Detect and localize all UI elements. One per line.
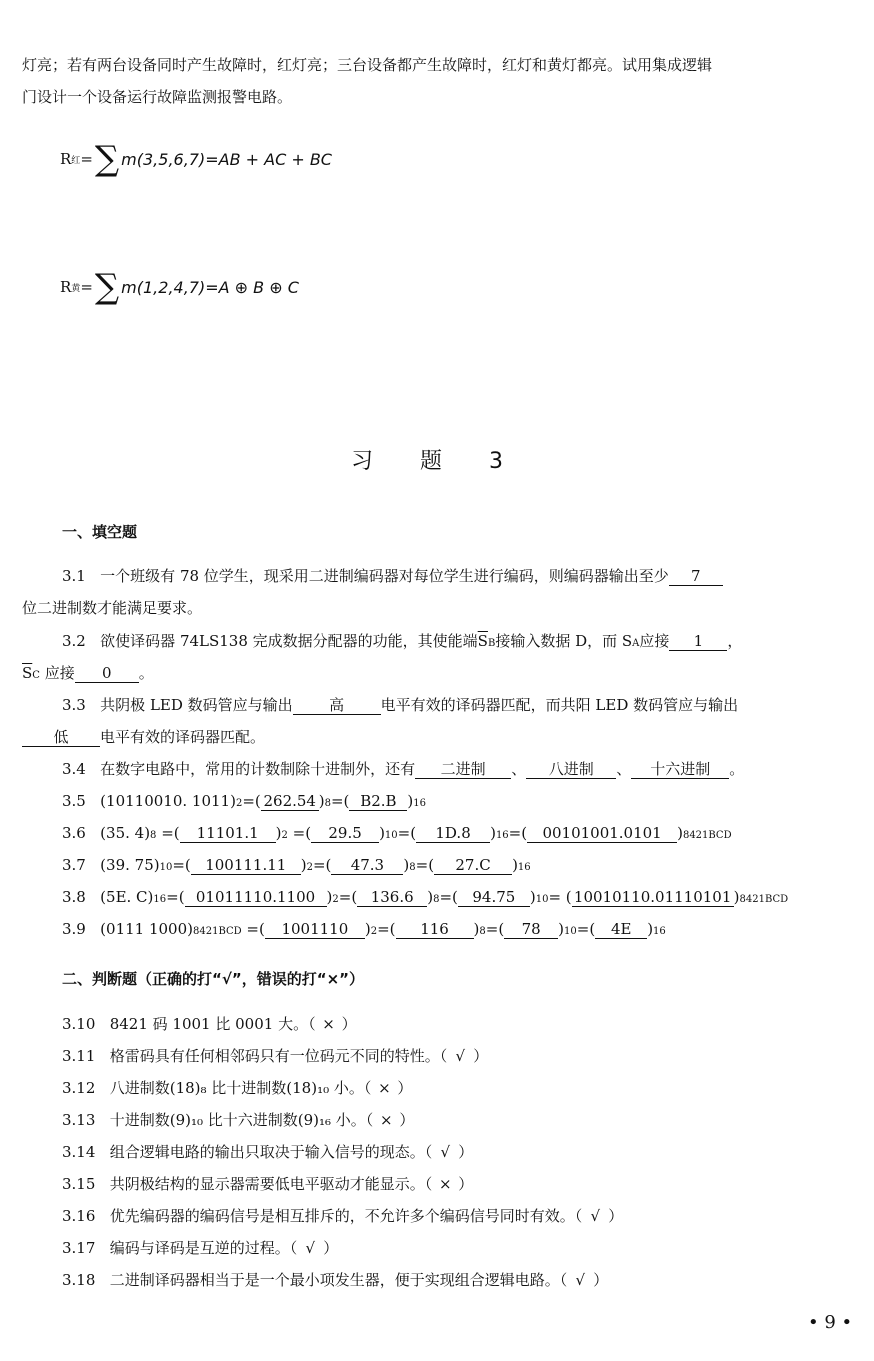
question-text: 电平有效的译码器匹配。 [100, 728, 266, 746]
judge-item [62, 1045, 488, 1067]
question-text: =( [338, 888, 358, 906]
formula-lhs: R [60, 150, 72, 168]
judge-item [62, 1173, 473, 1195]
question-text: 十进制数(9)₁₀ 比十六进制数(9)₁₆ 小。（ [109, 1111, 374, 1129]
question-text: ) [677, 824, 683, 842]
judge-item [62, 1013, 357, 1035]
question-text: 格雷码具有任何相邻码只有一位码元不同的特性。（ [109, 1047, 448, 1065]
base-sub: 8 [433, 894, 440, 905]
formula-eq: = [80, 278, 93, 296]
question-text: =( [242, 792, 261, 810]
section-title-fill-in: 一、填空题 [62, 523, 138, 541]
answer-blank: 78 [504, 920, 558, 939]
question-text: ) [379, 824, 385, 842]
question-text: 。 [729, 760, 745, 778]
base-sub: 16 [413, 798, 426, 809]
question-number: 3.18 [62, 1271, 96, 1289]
base-sub: 16 [153, 894, 167, 905]
answer-blank: 10010110.01110101 [572, 888, 734, 907]
question-number: 3.3 [62, 696, 86, 714]
sb-sub: B [487, 638, 496, 649]
question-text: ) [403, 856, 410, 874]
judge-item [62, 1269, 608, 1291]
question-3-5 [62, 790, 426, 815]
judge-mark: × [380, 1111, 393, 1129]
question-number: 3.17 [62, 1239, 96, 1257]
section-title-true-false: 二、判断题（正确的打“√”，错误的打“×”） [62, 970, 365, 988]
sigma-symbol: ∑ [94, 267, 120, 307]
question-number: 3.13 [62, 1111, 96, 1129]
base-sub: 16 [517, 862, 531, 873]
question-number: 3.6 [62, 824, 86, 842]
question-number: 3.15 [62, 1175, 96, 1193]
judge-mark: √ [305, 1239, 316, 1257]
judge-mark: √ [575, 1271, 586, 1289]
base-sub: 10 [564, 926, 577, 937]
question-text: ) [733, 888, 740, 906]
question-text: 8421 码 1001 比 0001 大。（ [109, 1015, 316, 1033]
answer-blank: 0 [75, 664, 139, 683]
question-3-2-cont [22, 662, 154, 687]
question-number: 3.9 [62, 920, 86, 938]
question-text: ) [275, 824, 282, 842]
question-text: ） [593, 1271, 609, 1289]
question-text: =( [439, 888, 458, 906]
question-text: ） [397, 1079, 413, 1097]
question-text: = ( [548, 888, 572, 906]
formula-sub: 红 [71, 155, 81, 166]
question-text: 八进制数(18)₈ 比十进制数(18)₁₀ 小。（ [109, 1079, 372, 1097]
question-text: ) [407, 792, 414, 810]
question-text: 。 [138, 664, 154, 682]
question-3-6 [62, 822, 732, 847]
answer-blank: 1001110 [265, 920, 365, 939]
question-text: =( [377, 920, 396, 938]
answer-blank: 十六进制 [631, 760, 729, 779]
base-sub: 16 [653, 926, 666, 937]
question-text: ） [473, 1047, 489, 1065]
answer-blank: 100111.11 [191, 856, 301, 875]
question-text: ) [326, 888, 333, 906]
answer-blank: 高 [293, 696, 381, 715]
question-text: 应接 [44, 664, 75, 682]
question-text: ） [399, 1111, 415, 1129]
answer-blank: 7 [669, 567, 723, 586]
answer-blank: 01011110.1100 [185, 888, 327, 907]
question-text: (0111 1000) [100, 920, 193, 938]
question-text: 应接 [639, 632, 670, 650]
separator: 、 [511, 760, 527, 778]
separator: 、 [616, 760, 632, 778]
question-text: (35. 4) [100, 824, 151, 842]
question-number: 3.14 [62, 1143, 96, 1161]
judge-item [62, 1141, 473, 1163]
formula-rhs: m(3,5,6,7)=AB + AC + BC [121, 149, 332, 169]
question-text: =( [508, 824, 528, 842]
question-text: ) [473, 920, 480, 938]
question-number: 3.5 [62, 792, 86, 810]
answer-blank: 二进制 [415, 760, 511, 779]
judge-item [62, 1109, 414, 1131]
answer-blank: 262.54 [261, 792, 319, 811]
sb-symbol: $\overline{S}$ [477, 632, 488, 650]
question-3-3 [62, 694, 738, 716]
answer-blank: 1 [669, 632, 727, 651]
question-number: 3.12 [62, 1079, 96, 1097]
answer-blank: 29.5 [311, 824, 379, 843]
answer-blank: 94.75 [458, 888, 530, 907]
judge-mark: √ [455, 1047, 466, 1065]
base-sub: 2 [306, 862, 313, 873]
base-sub: 2 [281, 830, 288, 841]
question-number: 3.10 [62, 1015, 96, 1033]
answer-blank: 4E [595, 920, 647, 939]
question-text: 优先编码器的编码信号是相互排斥的，不允许多个编码信号同时有效。（ [109, 1207, 583, 1225]
question-3-4 [62, 758, 744, 780]
question-text: =( [156, 824, 180, 842]
question-3-7 [62, 854, 531, 879]
formula-yellow [60, 267, 299, 307]
question-number: 3.16 [62, 1207, 96, 1225]
question-text: 一个班级有 78 位学生，现采用二进制编码器对每位学生进行编码，则编码器输出至少 [100, 567, 669, 585]
answer-blank: 47.3 [331, 856, 403, 875]
question-text: 共阴极 LED 数码管应与输出 [100, 696, 293, 714]
question-text: =( [576, 920, 596, 938]
question-text: 编码与译码是互逆的过程。（ [109, 1239, 298, 1257]
question-text: ） [323, 1239, 339, 1257]
question-text: (5E. C) [100, 888, 154, 906]
answer-blank: 11101.1 [180, 824, 276, 843]
question-text: ) [318, 792, 325, 810]
question-text: (10110010. 1011) [100, 792, 236, 810]
judge-mark: × [438, 1175, 452, 1193]
question-number: 3.4 [62, 760, 86, 778]
question-text: ） [458, 1175, 474, 1193]
question-text: 在数字电路中，常用的计数制除十进制外，还有 [100, 760, 416, 778]
question-number: 3.7 [62, 856, 86, 874]
question-text: =( [287, 824, 312, 842]
judge-item [62, 1237, 338, 1259]
base-sub: 16 [495, 830, 509, 841]
judge-item [62, 1077, 412, 1099]
question-text: ) [647, 920, 654, 938]
question-text: =( [330, 792, 350, 810]
question-text: =( [172, 856, 191, 874]
answer-blank: B2.B [349, 792, 407, 811]
sigma-symbol: ∑ [94, 139, 120, 179]
question-text: ) [529, 888, 536, 906]
question-text: ) [490, 824, 496, 842]
question-text: ） [341, 1015, 357, 1033]
answer-blank: 00101001.0101 [527, 824, 677, 843]
formula-eq: = [80, 150, 93, 168]
sc-symbol: $\overline{S}$ [22, 664, 33, 682]
question-number: 3.1 [62, 567, 86, 585]
base-sub: 10 [384, 830, 398, 841]
intro-line-2: 门设计一个设备运行故障监测报警电路。 [22, 88, 293, 106]
answer-blank: 低 [22, 728, 100, 747]
question-text: ) [558, 920, 565, 938]
question-text: 组合逻辑电路的输出只取决于输入信号的现态。（ [109, 1143, 433, 1161]
base-sub: 8421BCD [193, 926, 242, 937]
answer-blank: 27.C [434, 856, 512, 875]
chapter-title: 习 题 3 [351, 449, 523, 474]
question-text: =( [415, 856, 435, 874]
question-text: ， [727, 632, 743, 650]
answer-blank: 116 [396, 920, 474, 939]
base-sub: 8 [409, 862, 416, 873]
question-text: ) [300, 856, 307, 874]
question-text: ) [364, 920, 371, 938]
question-text: 电平有效的译码器匹配，而共阳 LED 数码管应与输出 [380, 696, 739, 714]
question-text: ) [427, 888, 434, 906]
judge-item [62, 1205, 623, 1227]
base-sub: 10 [535, 894, 549, 905]
answer-blank: 1D.8 [416, 824, 490, 843]
base-sub: 2 [332, 894, 339, 905]
base-sub: 8421BCD [739, 894, 789, 905]
question-number: 3.2 [62, 632, 86, 650]
sc-sub: C [32, 670, 40, 681]
question-text: =( [397, 824, 417, 842]
answer-blank: 136.6 [357, 888, 427, 907]
question-text: 欲使译码器 74LS138 完成数据分配器的功能，其使能端 [100, 632, 478, 650]
question-text: ) [512, 856, 518, 874]
formula-lhs: R [60, 278, 72, 296]
question-text: ） [458, 1143, 474, 1161]
base-sub: 2 [370, 926, 378, 937]
sa-sub: A [632, 638, 640, 649]
base-sub: 2 [235, 798, 243, 809]
question-text: =( [312, 856, 332, 874]
page-number: • 9 • [808, 1312, 853, 1333]
base-sub: 8 [479, 926, 486, 937]
question-text: =( [241, 920, 265, 938]
question-text: 共阴极结构的显示器需要低电平驱动才能显示。（ [109, 1175, 433, 1193]
question-text: 接输入数据 D，而 S [495, 632, 633, 650]
base-sub: 10 [159, 862, 173, 873]
judge-mark: × [322, 1015, 335, 1033]
question-3-8 [62, 886, 788, 911]
base-sub: 8 [324, 798, 331, 809]
question-text: =( [485, 920, 505, 938]
judge-mark: × [378, 1079, 391, 1097]
question-number: 3.11 [62, 1047, 96, 1065]
question-number: 3.8 [62, 888, 86, 906]
question-3-1-cont: 位二进制数才能满足要求。 [22, 599, 203, 617]
question-text: =( [166, 888, 185, 906]
question-3-3-cont [22, 726, 265, 748]
question-3-1 [62, 565, 723, 587]
question-text: (39. 75) [100, 856, 160, 874]
question-text: ） [608, 1207, 624, 1225]
judge-mark: √ [590, 1207, 601, 1225]
base-sub: 8 [150, 830, 157, 841]
question-3-9 [62, 918, 666, 943]
base-sub: 8421BCD [682, 830, 732, 841]
answer-blank: 八进制 [526, 760, 616, 779]
formula-rhs: m(1,2,4,7)=A ⊕ B ⊕ C [121, 277, 299, 297]
judge-mark: √ [440, 1143, 451, 1161]
formula-sub: 黄 [71, 283, 81, 294]
question-3-2 [62, 630, 742, 655]
formula-red [60, 139, 332, 179]
question-text: 二进制译码器相当于是一个最小项发生器，便于实现组合逻辑电路。（ [109, 1271, 568, 1289]
intro-line-1: 灯亮；若有两台设备同时产生故障时，红灯亮；三台设备都产生故障时，红灯和黄灯都亮。试用集成逻辑 [22, 56, 713, 74]
